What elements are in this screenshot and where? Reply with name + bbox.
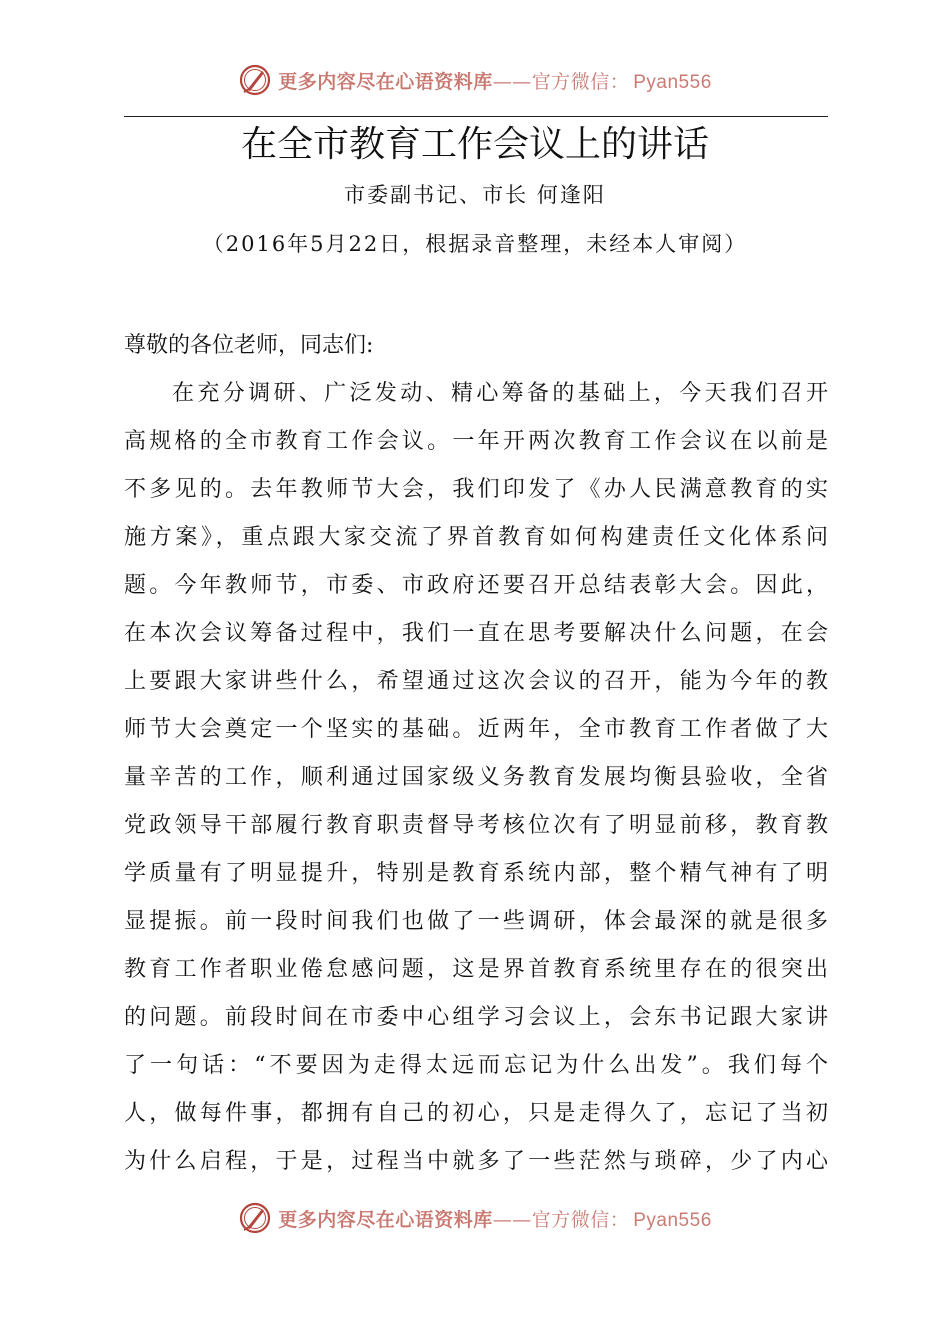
footer-banner [0, 1198, 950, 1238]
banner-wechat-id: Pyan556 [633, 1209, 712, 1231]
header-banner [0, 60, 950, 100]
salutation: 尊敬的各位老师，同志们: [124, 333, 374, 358]
body-line: 上要跟大家讲些什么，希望通过这次会议的召开，能为今年的教 [124, 669, 828, 694]
speaker-line: 市委副书记、市长 何逢阳 [344, 183, 606, 207]
body-line: 师节大会奠定一个坚实的基础。近两年，全市教育工作者做了大 [124, 717, 828, 742]
body-line: 了一句话：“不要因为走得太远而忘记为什么出发”。我们每个 [124, 1053, 828, 1078]
quill-seal-icon [238, 1201, 272, 1235]
banner-text [278, 67, 712, 94]
body-line: 显提振。前一段时间我们也做了一些调研，体会最深的就是很多 [124, 909, 828, 934]
quill-seal-icon [238, 63, 272, 97]
body-line: 学质量有了明显提升，特别是教育系统内部，整个精气神有了明 [124, 861, 828, 886]
dateline: （2016年5月22日，根据录音整理，未经本人审阅） [202, 232, 748, 256]
body-line: 题。今年教师节，市委、市政府还要召开总结表彰大会。因此， [124, 573, 828, 598]
speech-body [124, 322, 828, 1186]
body-line: 施方案》，重点跟大家交流了界首教育如何构建责任文化体系问 [124, 525, 828, 550]
body-line: 不多见的。去年教师节大会，我们印发了《办人民满意教育的实 [124, 477, 828, 502]
header-rule [124, 116, 828, 117]
body-line: 在本次会议筹备过程中，我们一直在思考要解决什么问题，在会 [124, 621, 828, 646]
banner-wechat-label: 官方微信： [531, 1208, 630, 1231]
body-line: 在充分调研、广泛发动、精心筹备的基础上，今天我们召开 [172, 381, 828, 406]
banner-dash: —— [492, 1208, 532, 1231]
banner-lead: 更多内容尽在心语资料库 [278, 1208, 493, 1231]
banner-wechat-label: 官方微信： [531, 70, 630, 93]
body-line: 人，做每件事，都拥有自己的初心，只是走得久了，忘记了当初 [124, 1101, 828, 1126]
banner-wechat-id: Pyan556 [633, 71, 712, 93]
body-line: 为什么启程，于是，过程当中就多了一些茫然与琐碎，少了内心 [124, 1149, 828, 1174]
document-title: 在全市教育工作会议上的讲话 [240, 124, 709, 165]
body-line: 教育工作者职业倦怠感问题，这是界首教育系统里存在的很突出 [124, 957, 828, 982]
banner-lead: 更多内容尽在心语资料库 [278, 70, 493, 93]
banner-dash: —— [492, 70, 532, 93]
body-line: 高规格的全市教育工作会议。一年开两次教育工作会议在以前是 [124, 429, 828, 454]
body-line: 量辛苦的工作，顺利通过国家级义务教育发展均衡县验收，全省 [124, 765, 828, 790]
body-line: 党政领导干部履行教育职责督导考核位次有了明显前移，教育教 [124, 813, 828, 838]
body-line: 的问题。前段时间在市委中心组学习会议上，会东书记跟大家讲 [124, 1005, 828, 1030]
banner-text [278, 1205, 712, 1232]
